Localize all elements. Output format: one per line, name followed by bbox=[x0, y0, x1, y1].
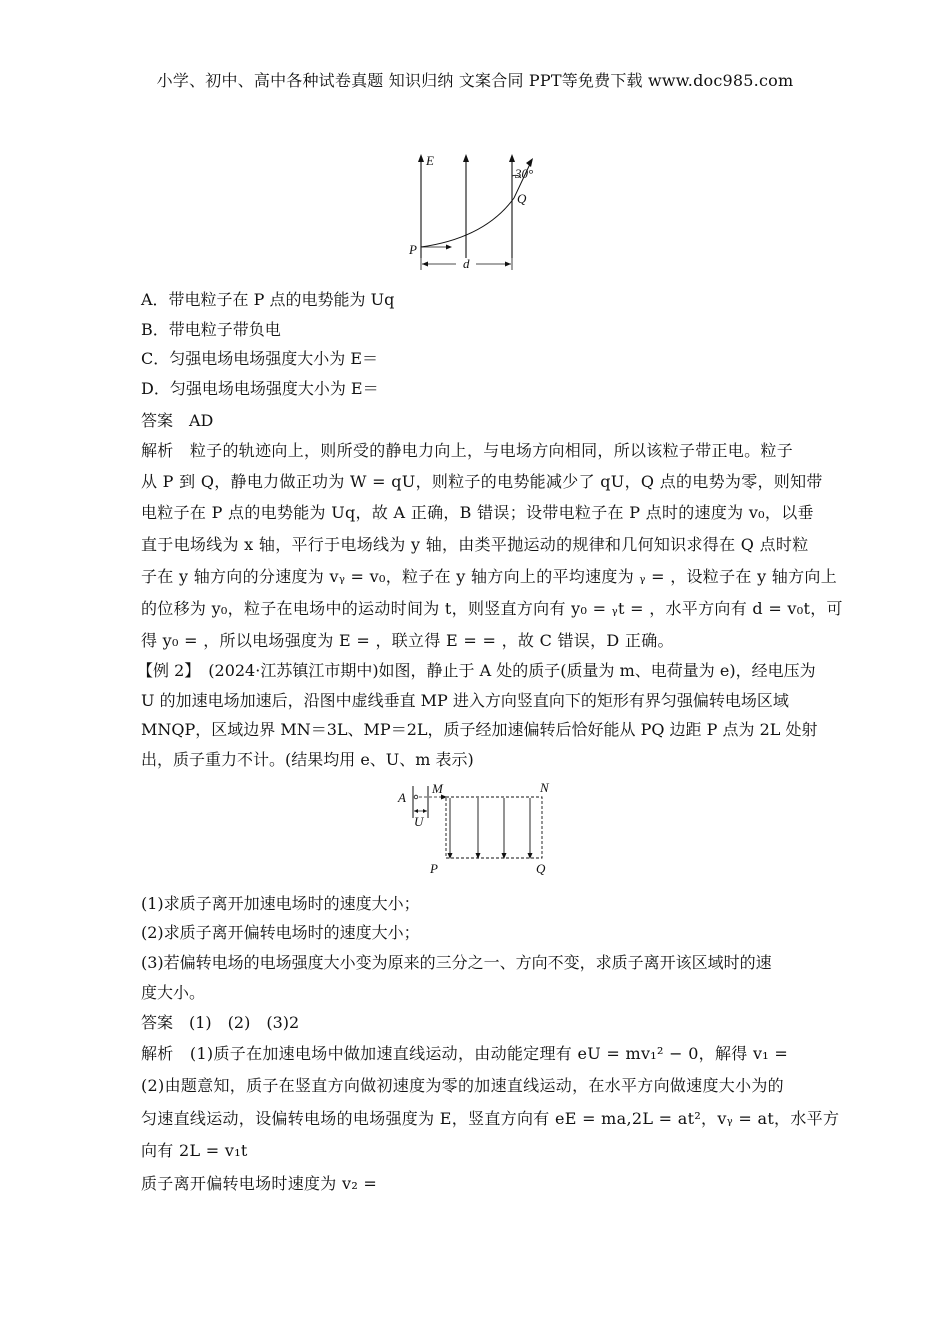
field-arrow-1 bbox=[418, 154, 424, 162]
label-N: N bbox=[540, 780, 549, 795]
question-3-line-1: (3)若偏转电场的电场强度大小变为原来的三分之一、方向不变，求质子离开该区域时的速 bbox=[141, 953, 772, 972]
figure-electric-field-trajectory bbox=[400, 150, 550, 275]
page-header: 小学、初中、高中各种试卷真题 知识归纳 文案合同 PPT等免费下载 www.doc985.com bbox=[156, 71, 794, 90]
label-angle: 30° bbox=[515, 166, 534, 181]
analysis-2-line-2: (2)由题意知，质子在竖直方向做初速度为零的加速直线运动，在水平方向做速度大小为的 bbox=[141, 1076, 784, 1095]
analysis-2-line-1: 解析 (1)质子在加速电场中做加速直线运动，由动能定理有 eU = mv₁² − 0，解得 v₁ = bbox=[141, 1044, 789, 1063]
answer-1: 答案 AD bbox=[141, 411, 214, 430]
label-M: M bbox=[432, 781, 443, 796]
field-arrow-2 bbox=[463, 154, 469, 162]
option-c: C．匀强电场电场强度大小为 E＝ bbox=[141, 349, 379, 368]
label-Q: Q bbox=[536, 861, 546, 876]
question-1: (1)求质子离开加速电场时的速度大小； bbox=[141, 894, 420, 913]
field-arrow-3 bbox=[509, 154, 515, 162]
analysis-1-line-3: 电粒子在 P 点的电势能为 Uq，故 A 正确，B 错误；设带电粒子在 P 点时的速度为 v₀，以垂 bbox=[141, 503, 814, 522]
option-b: B．带电粒子带负电 bbox=[141, 320, 281, 339]
proton-at-A bbox=[414, 795, 418, 799]
option-a: A．带电粒子在 P 点的电势能为 Uq bbox=[141, 290, 395, 309]
question-2: (2)求质子离开偏转电场时的速度大小； bbox=[141, 923, 420, 942]
label-P: P bbox=[409, 242, 417, 257]
label-A: A bbox=[398, 790, 406, 805]
deflection-region-MNQP bbox=[446, 797, 542, 858]
question-3-line-2: 度大小。 bbox=[141, 983, 206, 1002]
analysis-1-line-5: 子在 y 轴方向的分速度为 vᵧ = v₀，粒子在 y 轴方向上的平均速度为 ᵧ = ，设粒子在 y 轴方向上 bbox=[141, 567, 838, 586]
example-2-line-3: MNQP，区域边界 MN＝3L、MP＝2L，质子经加速偏转后恰好能从 PQ 边距 P 点为 2L 处射 bbox=[141, 720, 818, 739]
example-2-line-2: U 的加速电场加速后，沿图中虚线垂直 MP 进入方向竖直向下的矩形有界匀强偏转电场区域 bbox=[141, 691, 789, 710]
answer-2: 答案 (1) (2) (3)2 bbox=[141, 1013, 300, 1032]
analysis-1-line-7: 得 y₀ = ，所以电场强度为 E = ，联立得 E = = ，故 C 错误，D 正确。 bbox=[141, 631, 674, 650]
P-velocity-arrow bbox=[446, 245, 452, 250]
particle-trajectory bbox=[421, 164, 530, 247]
label-E: E bbox=[426, 153, 434, 168]
example-2-line-1: 【例 2】 (2024·江苏镇江市期中)如图，静止于 A 处的质子(质量为 m、电荷量为 e)，经电压为 bbox=[137, 661, 816, 680]
analysis-1-line-2: 从 P 到 Q，静电力做正功为 W = qU，则粒子的电势能减少了 qU，Q 点的电势为零，则知带 bbox=[141, 472, 823, 491]
analysis-2-line-5: 质子离开偏转电场时速度为 v₂ = bbox=[141, 1174, 378, 1193]
analysis-1-line-6: 的位移为 y₀，粒子在电场中的运动时间为 t，则竖直方向有 y₀ = ᵧt = ，水平方向有 d = v₀t，可 bbox=[141, 599, 843, 618]
analysis-1-line-4: 直于电场线为 x 轴，平行于电场线为 y 轴，由类平抛运动的规律和几何知识求得在 Q 点时粒 bbox=[141, 535, 809, 554]
label-d: d bbox=[463, 256, 470, 271]
label-P: P bbox=[430, 861, 438, 876]
analysis-2-line-3: 匀速直线运动，设偏转电场的电场强度为 E，竖直方向有 eE = ma,2L = at²，vᵧ = at，水平方 bbox=[141, 1109, 840, 1128]
option-d: D．匀强电场电场强度大小为 E＝ bbox=[141, 379, 379, 398]
label-U: U bbox=[414, 814, 424, 829]
example-2-line-4: 出，质子重力不计。(结果均用 e、U、m 表示) bbox=[141, 750, 474, 769]
figure-deflection-field bbox=[390, 778, 560, 878]
label-Q: Q bbox=[517, 191, 527, 206]
analysis-2-line-4: 向有 2L = v₁t bbox=[141, 1141, 248, 1160]
analysis-1-line-1: 解析 粒子的轨迹向上，则所受的静电力向上，与电场方向相同，所以该粒子带正电。粒子 bbox=[141, 441, 794, 460]
